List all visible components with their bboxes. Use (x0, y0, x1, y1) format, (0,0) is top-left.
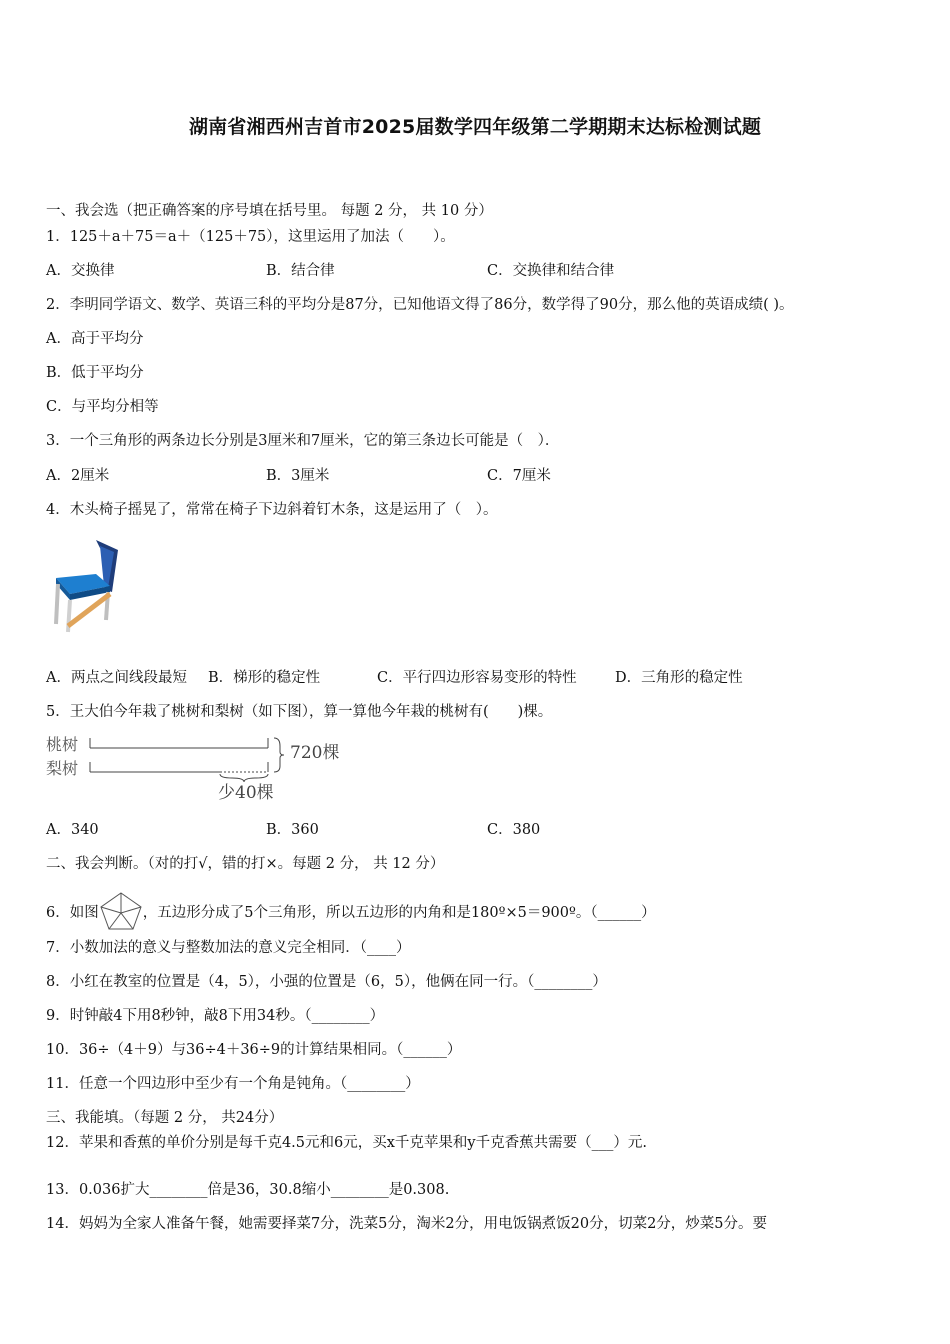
q3-option-b: B．3厘米 (266, 468, 330, 484)
q1-option-b: B．结合律 (266, 263, 335, 279)
question-6 (46, 891, 656, 931)
q6-suffix: ，五边形分成了5个三角形，所以五边形的内角和是180º×5＝900º。（______） (142, 905, 656, 921)
peach-label: 桃树 (46, 735, 79, 754)
q1-option-c: C．交换律和结合律 (487, 263, 615, 279)
section-2-heading: 二、我会判断。（对的打√，错的打×。每题 2 分， 共 12 分） (46, 856, 445, 872)
diff-label: 少40棵 (218, 783, 274, 803)
question-9: 9．时钟敲4下用8秒钟，敲8下用34秒。（________） (46, 1008, 385, 1024)
question-7: 7．小数加法的意义与整数加法的意义完全相同．（____） (46, 940, 411, 956)
q2-option-c: C．与平均分相等 (46, 399, 159, 415)
question-10: 10．36÷（4＋9）与36÷4＋36÷9的计算结果相同。（______） (46, 1042, 462, 1058)
question-1: 1．125＋a＋75＝a＋（125＋75），这里运用了加法（ ）。 (46, 229, 455, 245)
question-11: 11．任意一个四边形中至少有一个角是钝角。（________） (46, 1076, 420, 1092)
q4-option-b: B．梯形的稳定性 (208, 670, 321, 686)
question-3: 3．一个三角形的两条边长分别是3厘米和7厘米，它的第三条边长可能是（ ）． (46, 433, 560, 449)
q1-option-a: A．交换律 (46, 263, 115, 279)
q2-option-b: B．低于平均分 (46, 365, 144, 381)
tree-bar-diagram (46, 730, 346, 803)
pentagon-image (99, 891, 143, 931)
page-title: 湖南省湘西州吉首市2025届数学四年级第二学期期末达标检测试题 (188, 116, 762, 138)
q6-prefix: 6．如图 (46, 905, 99, 921)
question-13: 13．0.036扩大________倍是36，30.8缩小________是0.308. (46, 1182, 450, 1198)
q5-option-a: A．340 (46, 822, 99, 838)
chair-image (48, 534, 128, 634)
q2-option-a: A．高于平均分 (46, 331, 144, 347)
q5-option-c: C．380 (487, 822, 541, 838)
question-5: 5．王大伯今年栽了桃树和梨树（如下图），算一算他今年栽的桃树有( )棵。 (46, 704, 553, 720)
section-3-heading: 三、我能填。（每题 2 分， 共24分） (46, 1110, 284, 1126)
q3-option-a: A．2厘米 (46, 468, 110, 484)
question-12: 12．苹果和香蕉的单价分别是每千克4.5元和6元，买x千克苹果和y千克香蕉共需要（___）元. (46, 1135, 647, 1151)
question-4: 4．木头椅子摇晃了，常常在椅子下边斜着钉木条，这是运用了（ ）。 (46, 502, 498, 518)
total-label: 720棵 (290, 743, 340, 763)
pear-label: 梨树 (46, 759, 79, 778)
question-8: 8．小红在教室的位置是（4，5），小强的位置是（6，5），他俩在同一行。（________） (46, 974, 607, 990)
q3-option-c: C．7厘米 (487, 468, 551, 484)
question-14: 14．妈妈为全家人准备午餐，她需要择菜7分，洗菜5分，淘米2分，用电饭锅煮饭20分，切菜2分，炒菜5分。要 (46, 1216, 768, 1232)
q4-option-d: D．三角形的稳定性 (615, 670, 743, 686)
q5-option-b: B．360 (266, 822, 319, 838)
q4-option-a: A．两点之间线段最短 (46, 670, 187, 686)
question-2: 2．李明同学语文、数学、英语三科的平均分是87分，已知他语文得了86分，数学得了90分，那么他的英语成绩( )。 (46, 297, 794, 313)
section-1-heading: 一、我会选（把正确答案的序号填在括号里。 每题 2 分， 共 10 分） (46, 203, 493, 219)
q4-option-c: C．平行四边形容易变形的特性 (377, 670, 577, 686)
